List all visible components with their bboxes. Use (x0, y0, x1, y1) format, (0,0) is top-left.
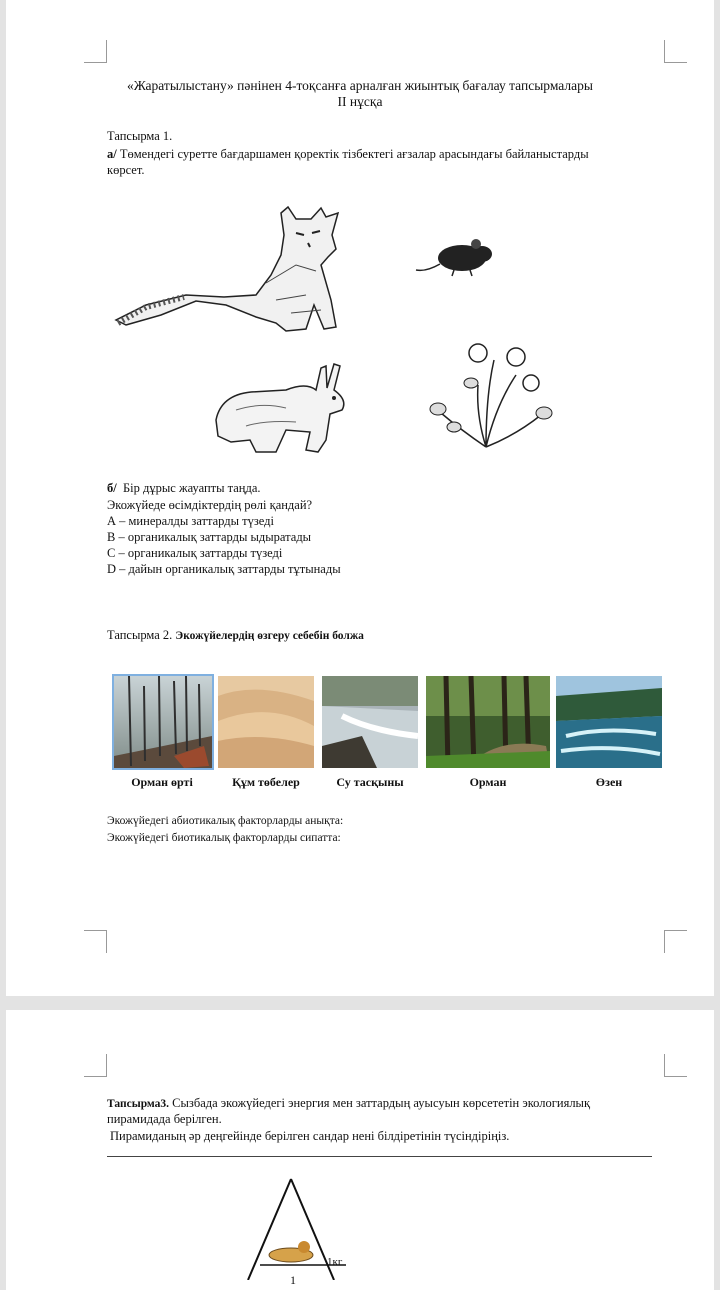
answer-option: D – дайын органикалық заттарды тұтынады (107, 562, 341, 576)
caption-river: Өзен (595, 775, 623, 789)
caption-forest-fire: Орман өрті (131, 775, 193, 789)
task1b-line (107, 480, 261, 496)
pyramid-level-label: 1кг (327, 1256, 343, 1268)
clover-illustration (416, 335, 556, 450)
task3-text: Сызбада экожүйедегі энергия мен заттардың ауысуын көрсететін экологиялық (172, 1096, 591, 1110)
answer-option: В – органикалық заттарды ыдыратады (107, 530, 312, 544)
task1b-instruction: Бір дұрыс жауапты таңда. (122, 481, 261, 495)
task1-heading: Тапсырма 1. (107, 129, 173, 143)
task1b-marker: б/ (107, 481, 117, 495)
fox-illustration (106, 205, 351, 340)
task1a-line1 (107, 146, 589, 162)
crop-mark (664, 40, 687, 63)
task1b-question: Экожүйеде өсімдіктердің рөлі қандай? (107, 498, 313, 512)
task1a-line2: көрсет. (107, 163, 145, 177)
answer-option: С – органикалық заттарды түзеді (107, 546, 283, 560)
hare-illustration (206, 360, 356, 460)
task2-heading (107, 627, 364, 644)
mouse-illustration (414, 236, 496, 278)
document-title: «Жаратылыстану» пәнінен 4-тоқсанға арналған жиынтық бағалау тапсырмалары (127, 78, 593, 93)
abiotic-prompt: Экожүйедегі абиотикалық факторларды анықта: (107, 815, 344, 827)
river-image (556, 676, 662, 768)
task2-label: Тапсырма 2. (107, 628, 173, 642)
task1a-marker: а/ (107, 147, 117, 161)
forest-fire-image (112, 674, 214, 770)
crop-mark (664, 930, 687, 953)
answer-option: А – минералды заттарды түзеді (107, 514, 275, 528)
task3-line3: Пирамиданың әр деңгейінде берілген сандар нені білдіретінін түсіндіріңіз. (110, 1129, 510, 1143)
ecological-pyramid (236, 1175, 376, 1280)
crop-mark (84, 930, 107, 953)
variant-label: ІІ нұсқа (337, 94, 383, 109)
task2-text: Экожүйелердің өзгеру себебін болжа (175, 630, 364, 642)
caption-forest: Орман (469, 775, 507, 789)
pyramid-level-label: 1 (290, 1273, 296, 1287)
flood-image (322, 676, 418, 768)
task3-line2: пирамидада берілген. (107, 1112, 222, 1126)
crop-mark (84, 40, 107, 63)
document-page-2 (6, 1010, 714, 1290)
task3-line1 (107, 1095, 590, 1112)
biotic-prompt: Экожүйедегі биотикалық факторларды сипатта: (107, 832, 341, 844)
forest-image (426, 676, 550, 768)
caption-sand-dunes: Құм төбелер (232, 775, 300, 789)
answer-line (107, 1156, 652, 1157)
crop-mark (84, 1054, 107, 1077)
task3-label: Тапсырма3. (107, 1098, 170, 1110)
crop-mark (664, 1054, 687, 1077)
sand-dunes-image (218, 676, 314, 768)
document-page-1 (6, 0, 714, 996)
task1a-text: Төмендегі суретте бағдаршамен қоректік тізбектегі ағзалар арасындағы байланыстарды (119, 147, 589, 161)
caption-flood: Су тасқыны (336, 775, 404, 789)
